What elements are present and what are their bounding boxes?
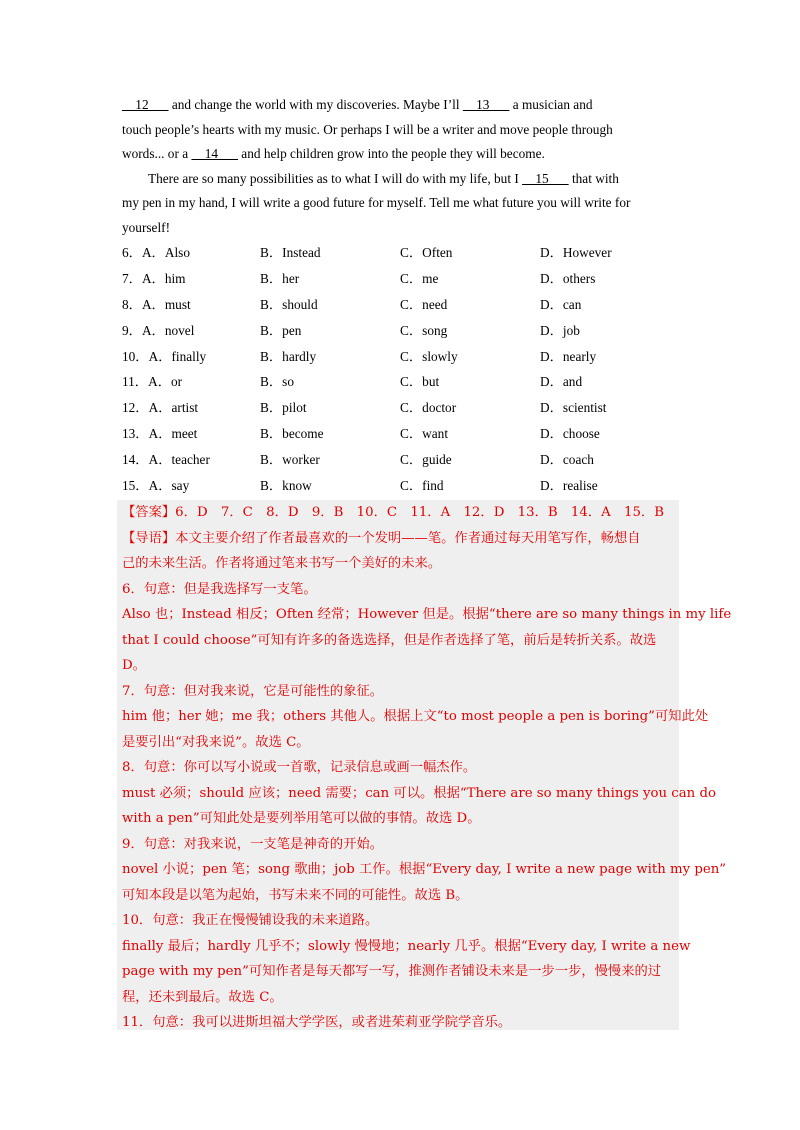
passage-line bbox=[122, 93, 682, 118]
option-b: B．become bbox=[260, 426, 324, 442]
option-a: 13．A．meet bbox=[122, 426, 198, 442]
explanation-line: must 必须；should 应该；need 需要；can 可以。根据“There are so many things you can do bbox=[122, 785, 716, 801]
explanation-line: 程，还未到最后。故选 C。 bbox=[122, 989, 283, 1005]
option-d: D．job bbox=[540, 322, 580, 338]
option-c: C．slowly bbox=[400, 348, 458, 364]
option-row bbox=[122, 266, 682, 292]
option-a: 7．A．him bbox=[122, 270, 186, 286]
blank-14: 14 bbox=[191, 146, 238, 162]
option-c: C．guide bbox=[400, 452, 452, 468]
explanation-line: 6．句意：但是我选择写一支笔。 bbox=[122, 581, 317, 597]
option-b: B．worker bbox=[260, 452, 320, 468]
option-row bbox=[122, 369, 682, 395]
option-a: 9．A．novel bbox=[122, 322, 195, 338]
option-a: 15．A．say bbox=[122, 478, 190, 494]
option-a: 12．A．artist bbox=[122, 400, 199, 416]
explanation-line: 7．句意：但对我来说，它是可能性的象征。 bbox=[122, 683, 384, 699]
option-b: B．Instead bbox=[260, 245, 321, 260]
option-b: B．pilot bbox=[260, 400, 307, 416]
option-d: D．can bbox=[540, 296, 582, 312]
option-c: C．need bbox=[400, 296, 448, 312]
option-a: 14．A．teacher bbox=[122, 452, 210, 468]
option-b: B．hardly bbox=[260, 348, 317, 364]
passage-text: words... or a bbox=[122, 146, 192, 162]
passage-text: a musician and bbox=[509, 97, 593, 112]
option-d: D．others bbox=[540, 270, 596, 286]
blank-15: 15 bbox=[522, 170, 569, 186]
option-c: C．doctor bbox=[400, 400, 457, 416]
explanation-line: with a pen”可知此处是要列举用笔可以做的事情。故选 D。 bbox=[122, 811, 481, 826]
explanation-line: that I could choose”可知有许多的备选选择，但是作者选择了笔，前后是转折关系。故选 bbox=[122, 632, 657, 648]
passage-line bbox=[122, 142, 682, 167]
explanation-line: Also 也；Instead 相反；Often 经常；However 但是。根据“there are so many things in my life bbox=[122, 607, 732, 622]
option-a: 10．A．finally bbox=[122, 348, 207, 364]
passage-text: There are so many possibilities as to what I will do with my life, but I bbox=[148, 170, 523, 186]
option-c: C．Often bbox=[400, 245, 453, 260]
explanation-line: finally 最后；hardly 几乎不；slowly 慢慢地；nearly 几乎。根据“Every day, I write a new bbox=[122, 938, 691, 954]
option-row bbox=[122, 447, 682, 473]
option-b: B．know bbox=[260, 478, 312, 494]
passage-text: and help children grow into the people they will become. bbox=[237, 146, 545, 162]
explanation-line: him 他；her 她；me 我；others 其他人。根据上文“to most people a pen is boring”可知此处 bbox=[122, 709, 709, 724]
option-b: B．so bbox=[260, 374, 294, 390]
passage-line: touch people’s hearts with my music. Or perhaps I will be a writer and move people through bbox=[122, 121, 613, 137]
option-row bbox=[122, 292, 682, 318]
answer-explanation-box bbox=[117, 500, 732, 1030]
blank-13: 13 bbox=[462, 97, 510, 112]
option-row bbox=[122, 318, 682, 344]
option-c: C．song bbox=[400, 322, 448, 338]
explanation-line: 11．句意：我可以进斯坦福大学学医，或者进茱莉亚学院学音乐。 bbox=[122, 1015, 512, 1030]
blank-12: 12 bbox=[122, 97, 169, 112]
option-b: B．pen bbox=[260, 322, 302, 338]
option-row bbox=[122, 395, 682, 421]
option-d: D．scientist bbox=[540, 400, 607, 416]
explanation-line: 10．句意：我正在慢慢铺设我的未来道路。 bbox=[122, 913, 379, 928]
option-row bbox=[122, 240, 682, 266]
option-d: D．However bbox=[540, 245, 612, 260]
explanation-line: 是要引出“对我来说”。故选 C。 bbox=[122, 734, 310, 750]
option-b: B．should bbox=[260, 296, 318, 312]
option-d: D．realise bbox=[540, 478, 598, 494]
option-c: C．want bbox=[400, 426, 449, 442]
option-b: B．her bbox=[260, 270, 300, 286]
answer-key-line: 【答案】6．D 7．C 8．D 9．B 10．C 11．A 12．D 13．B 14．A 15．B bbox=[122, 505, 665, 520]
option-d: D．coach bbox=[540, 452, 594, 468]
option-c: C．me bbox=[400, 270, 439, 286]
explanation-line: novel 小说；pen 笔；song 歌曲；job 工作。根据“Every day, I write a new page with my pen” bbox=[122, 862, 727, 877]
passage-line: my pen in my hand, I will write a good future for myself. Tell me what future you will write for bbox=[122, 195, 631, 211]
option-d: D．choose bbox=[540, 426, 600, 442]
options-list bbox=[122, 240, 682, 499]
explanation-line: D。 bbox=[122, 658, 146, 673]
option-a: 6．A．Also bbox=[122, 245, 190, 260]
option-d: D．nearly bbox=[540, 348, 597, 364]
option-c: C．find bbox=[400, 478, 444, 494]
option-c: C．but bbox=[400, 374, 440, 390]
explanation-line: 可知本段是以笔为起始，书写未来不同的可能性。故选 B。 bbox=[122, 887, 469, 903]
explanation-line: 8．句意：你可以写小说或一首歌，记录信息或画一幅杰作。 bbox=[122, 760, 477, 775]
option-a: 11．A．or bbox=[122, 374, 183, 390]
option-a: 8．A．must bbox=[122, 296, 191, 312]
passage-text: and change the world with my discoveries. Maybe I’ll bbox=[168, 97, 463, 112]
option-d: D．and bbox=[540, 374, 583, 390]
option-row bbox=[122, 421, 682, 447]
explanation-line: 己的未来生活。作者将通过笔来书写一个美好的未来。 bbox=[122, 556, 442, 571]
passage-line: yourself! bbox=[122, 219, 170, 235]
passage-text: that with bbox=[568, 170, 619, 186]
option-row bbox=[122, 344, 682, 370]
explanation-line: 【导语】本文主要介绍了作者最喜欢的一个发明——笔。作者通过每天用笔写作，畅想自 bbox=[122, 530, 641, 546]
option-row bbox=[122, 473, 682, 499]
cloze-passage bbox=[122, 93, 682, 241]
passage-line bbox=[122, 167, 682, 192]
explanation-line: page with my pen”可知作者是每天都写一写，推测作者铺设未来是一步一步，慢慢来的过 bbox=[122, 964, 662, 979]
explanation-line: 9．句意：对我来说，一支笔是神奇的开始。 bbox=[122, 836, 384, 852]
